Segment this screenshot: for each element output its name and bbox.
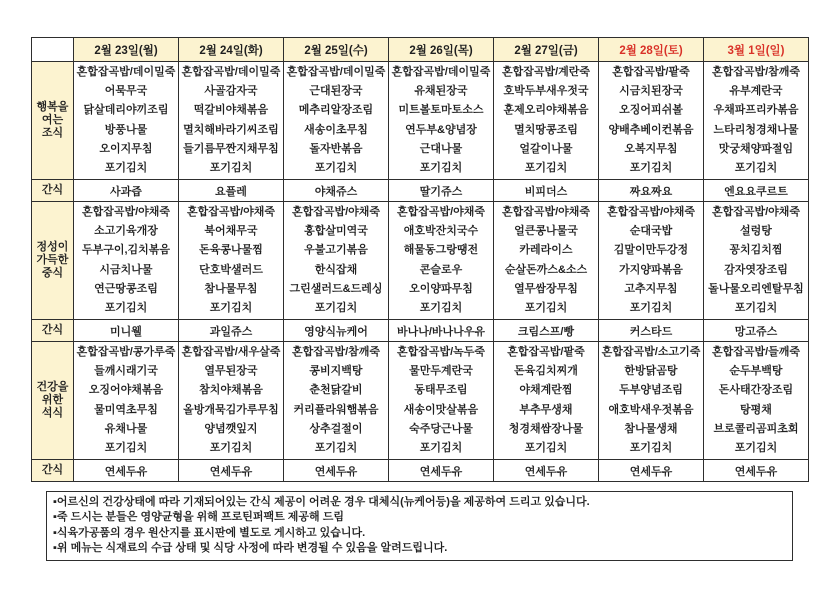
row-label bbox=[32, 342, 74, 460]
menu-item: 포기김치 bbox=[104, 161, 148, 174]
menu-item: 혼합잡곡밥/들깨죽 bbox=[711, 345, 801, 358]
menu-item: 멸치해바라기씨조림 bbox=[183, 123, 279, 136]
menu-item: 연근땅콩조림 bbox=[94, 282, 158, 295]
menu-item: 들기름무짠지채무침 bbox=[183, 142, 279, 155]
menu-item: 감자엿장조림 bbox=[724, 263, 788, 276]
menu-item: 혼합잡곡밥/데이밀죽 bbox=[391, 65, 491, 78]
menu-item: 유부계란국 bbox=[729, 85, 783, 98]
menu-item: 카레라이스 bbox=[519, 244, 573, 257]
meal-cell bbox=[284, 202, 389, 320]
menu-item: 미트볼토마토소스 bbox=[398, 104, 484, 117]
menu-item: 포기김치 bbox=[734, 161, 778, 174]
day-header: 3월 1일(일) bbox=[704, 38, 809, 62]
row-label-line: 조식 bbox=[41, 127, 64, 139]
menu-item: 우채파프리카볶음 bbox=[713, 104, 799, 117]
menu-item: 소고기육개장 bbox=[94, 225, 158, 238]
meal-cell bbox=[179, 342, 284, 460]
row-label bbox=[32, 62, 74, 180]
snack-row bbox=[32, 320, 809, 342]
note-line: ▪어르신의 건강상태에 따라 기재되어있는 간식 제공이 어려운 경우 대체식(뉴케어등)을 제공하여 드리고 있습니다. bbox=[53, 496, 590, 508]
menu-item: 양념깻잎지 bbox=[204, 422, 258, 435]
menu-item: 혼합잡곡밥/녹두죽 bbox=[396, 345, 486, 358]
meal-cell bbox=[74, 202, 179, 320]
snack-cell: 바나나/바나나우유 bbox=[389, 320, 494, 342]
meal-cell bbox=[74, 62, 179, 180]
menu-item: 한방닭곰탕 bbox=[624, 365, 678, 378]
meal-cell bbox=[179, 202, 284, 320]
menu-item: 혼합잡곡밥/팥죽 bbox=[507, 345, 585, 358]
menu-item: 오징어피쉬볼 bbox=[619, 104, 683, 117]
menu-item: 포기김치 bbox=[314, 301, 358, 314]
menu-item: 혼합잡곡밥/소고기죽 bbox=[601, 345, 701, 358]
menu-item: 콩비지백탕 bbox=[309, 365, 363, 378]
menu-item: 순살돈까스&소스 bbox=[504, 263, 588, 276]
menu-item: 춘천닭갈비 bbox=[309, 384, 363, 397]
menu-item: 들깨시래기국 bbox=[94, 365, 158, 378]
menu-item: 순대국밥 bbox=[629, 225, 673, 238]
menu-item: 훈제오리야채볶음 bbox=[503, 104, 589, 117]
menu-item: 방풍나물 bbox=[104, 123, 148, 136]
meal-cell bbox=[179, 62, 284, 180]
snack-cell: 연세두유 bbox=[389, 460, 494, 482]
notes-box bbox=[46, 491, 793, 561]
row-label-line: 간식 bbox=[41, 324, 64, 336]
snack-cell: 연세두유 bbox=[494, 460, 599, 482]
snack-cell: 연세두유 bbox=[284, 460, 389, 482]
menu-item: 숙주당근나물 bbox=[409, 422, 473, 435]
meal-cell bbox=[704, 342, 809, 460]
day-header: 2월 25일(수) bbox=[284, 38, 389, 62]
meal-cell bbox=[599, 342, 704, 460]
note-line: ▪식육가공품의 경우 원산지를 표시판에 별도로 게시하고 있습니다. bbox=[53, 526, 366, 539]
snack-cell: 망고쥬스 bbox=[704, 320, 809, 342]
meal-cell bbox=[389, 62, 494, 180]
menu-item: 포기김치 bbox=[209, 161, 253, 174]
menu-item: 브로콜리곰피초회 bbox=[713, 422, 799, 435]
menu-item: 부추무생채 bbox=[519, 403, 573, 416]
meal-cell bbox=[284, 62, 389, 180]
snack-cell: 과일쥬스 bbox=[179, 320, 284, 342]
row-label-line: 가득한 bbox=[36, 254, 69, 266]
meal-cell bbox=[284, 342, 389, 460]
menu-item: 한식잡채 bbox=[314, 263, 358, 276]
menu-item: 얼큰콩나물국 bbox=[514, 225, 578, 238]
menu-item: 사골감자국 bbox=[204, 85, 258, 98]
menu-item: 참나물생채 bbox=[624, 422, 678, 435]
menu-item: 혼합잡곡밥/새우살죽 bbox=[181, 345, 281, 358]
corner-cell bbox=[32, 38, 74, 62]
snack-cell: 미니웰 bbox=[74, 320, 179, 342]
menu-item: 맛궁채양파절임 bbox=[718, 142, 794, 155]
menu-item: 포기김치 bbox=[209, 441, 253, 454]
menu-item: 혼합잡곡밥/참깨죽 bbox=[711, 65, 801, 78]
snack-cell: 크림스프/빵 bbox=[494, 320, 599, 342]
row-label bbox=[32, 180, 74, 202]
row-label-line: 위한 bbox=[41, 394, 64, 406]
row-label-line: 여는 bbox=[41, 114, 64, 126]
menu-item: 설렁탕 bbox=[740, 225, 772, 238]
row-label bbox=[32, 460, 74, 482]
menu-item: 포기김치 bbox=[419, 301, 463, 314]
snack-cell: 연세두유 bbox=[74, 460, 179, 482]
menu-item: 북어채무국 bbox=[204, 225, 258, 238]
row-label-line: 석식 bbox=[41, 407, 64, 419]
menu-item: 혼합잡곡밥/참깨죽 bbox=[291, 345, 381, 358]
day-header: 2월 23일(월) bbox=[74, 38, 179, 62]
snack-cell: 야채쥬스 bbox=[284, 180, 389, 202]
menu-item: 해물동그랑땡전 bbox=[403, 244, 479, 257]
menu-item: 가지양파볶음 bbox=[619, 263, 683, 276]
menu-item: 포기김치 bbox=[629, 441, 673, 454]
menu-item: 혼합잡곡밥/데이밀죽 bbox=[181, 65, 281, 78]
snack-cell: 비피더스 bbox=[494, 180, 599, 202]
menu-item: 호박두부새우젓국 bbox=[503, 85, 589, 98]
day-header-row bbox=[32, 38, 809, 62]
menu-item: 물만두계란국 bbox=[409, 365, 473, 378]
menu-item: 혼합잡곡밥/데이밀죽 bbox=[76, 65, 176, 78]
row-label bbox=[32, 202, 74, 320]
day-header: 2월 26일(목) bbox=[389, 38, 494, 62]
snack-cell: 커스타드 bbox=[599, 320, 704, 342]
menu-item: 포기김치 bbox=[734, 441, 778, 454]
menu-item: 새송이초무침 bbox=[304, 123, 368, 136]
menu-item: 애호박잔치국수 bbox=[403, 225, 479, 238]
menu-item: 혼합잡곡밥/야채죽 bbox=[606, 205, 696, 218]
menu-item: 탕평채 bbox=[740, 403, 772, 416]
menu-item: 돈육김치찌개 bbox=[514, 365, 578, 378]
menu-item: 청경채쌈장나물 bbox=[508, 422, 584, 435]
menu-item: 포기김치 bbox=[314, 441, 358, 454]
meal-cell bbox=[704, 62, 809, 180]
menu-item: 시금치된장국 bbox=[619, 85, 683, 98]
menu-table-head bbox=[32, 38, 809, 62]
row-label-line: 행복을 bbox=[36, 101, 69, 113]
menu-item: 콘슬로우 bbox=[419, 263, 463, 276]
menu-item: 혼합잡곡밥/콩가루죽 bbox=[76, 345, 176, 358]
menu-item: 혼합잡곡밥/야채죽 bbox=[186, 205, 276, 218]
row-label-line: 간식 bbox=[41, 184, 64, 196]
menu-item: 고추지무침 bbox=[624, 282, 678, 295]
menu-item: 애호박새우젓볶음 bbox=[608, 403, 694, 416]
menu-item: 열무된장국 bbox=[204, 365, 258, 378]
meal-cell bbox=[599, 202, 704, 320]
row-label bbox=[32, 320, 74, 342]
menu-item: 포기김치 bbox=[524, 161, 568, 174]
menu-item: 포기김치 bbox=[314, 161, 358, 174]
snack-row bbox=[32, 180, 809, 202]
snack-cell: 엔요요쿠르트 bbox=[704, 180, 809, 202]
menu-item: 커리플라워햄볶음 bbox=[293, 403, 379, 416]
menu-item: 포기김치 bbox=[734, 301, 778, 314]
meal-cell bbox=[704, 202, 809, 320]
menu-item: 혼합잡곡밥/야채죽 bbox=[81, 205, 171, 218]
menu-item: 돌자반볶음 bbox=[309, 142, 363, 155]
menu-item: 어묵무국 bbox=[104, 85, 148, 98]
menu-item: 포기김치 bbox=[524, 301, 568, 314]
menu-item: 근대나물 bbox=[419, 142, 463, 155]
menu-item: 열무쌈장무침 bbox=[514, 282, 578, 295]
menu-item: 야채계란찜 bbox=[519, 384, 573, 397]
menu-item: 혼합잡곡밥/야채죽 bbox=[501, 205, 591, 218]
menu-item: 오복지무침 bbox=[624, 142, 678, 155]
menu-item: 돈사태간장조림 bbox=[718, 384, 794, 397]
day-header: 2월 24일(화) bbox=[179, 38, 284, 62]
snack-cell: 사과즙 bbox=[74, 180, 179, 202]
menu-item: 참치야채볶음 bbox=[199, 384, 263, 397]
menu-item: 포기김치 bbox=[104, 301, 148, 314]
menu-item: 혼합잡곡밥/야채죽 bbox=[396, 205, 486, 218]
meal-cell bbox=[74, 342, 179, 460]
menu-item: 오이양파무침 bbox=[409, 282, 473, 295]
menu-item: 돈육콩나물찜 bbox=[199, 244, 263, 257]
menu-item: 떡갈비야채볶음 bbox=[193, 104, 269, 117]
meal-cell bbox=[389, 202, 494, 320]
snack-cell: 연세두유 bbox=[704, 460, 809, 482]
menu-item: 포기김치 bbox=[104, 441, 148, 454]
menu-item: 두부양념조림 bbox=[619, 384, 683, 397]
menu-item: 메추리알장조림 bbox=[298, 104, 374, 117]
snack-row bbox=[32, 460, 809, 482]
menu-item: 김말이만두강정 bbox=[613, 244, 689, 257]
menu-item: 혼합잡곡밥/계란죽 bbox=[501, 65, 591, 78]
menu-item: 혼합잡곡밥/야채죽 bbox=[291, 205, 381, 218]
snack-cell: 연세두유 bbox=[179, 460, 284, 482]
menu-item: 연두부&양념장 bbox=[405, 123, 477, 136]
snack-cell: 영양식뉴케어 bbox=[284, 320, 389, 342]
row-label-line: 간식 bbox=[41, 464, 64, 476]
menu-item: 오징어야채볶음 bbox=[88, 384, 164, 397]
day-header: 2월 27일(금) bbox=[494, 38, 599, 62]
snack-cell: 연세두유 bbox=[599, 460, 704, 482]
note-line: ▪위 메뉴는 식재료의 수급 상태 및 식당 사정에 따라 변경될 수 있음을 알려드립니다. bbox=[53, 541, 448, 554]
menu-item: 올방개묵김가루무침 bbox=[183, 403, 279, 416]
snack-cell: 딸기쥬스 bbox=[389, 180, 494, 202]
menu-item: 포기김치 bbox=[419, 441, 463, 454]
meal-cell bbox=[599, 62, 704, 180]
menu-item: 유채나물 bbox=[104, 422, 148, 435]
menu-item: 시금치나물 bbox=[99, 263, 153, 276]
meal-row bbox=[32, 202, 809, 320]
menu-item: 혼합잡곡밥/팥죽 bbox=[612, 65, 690, 78]
menu-item: 닭살데리야끼조림 bbox=[83, 104, 169, 117]
menu-item: 동태무조림 bbox=[414, 384, 468, 397]
menu-item: 포기김치 bbox=[419, 161, 463, 174]
menu-item: 오이지무침 bbox=[99, 142, 153, 155]
meal-cell bbox=[389, 342, 494, 460]
row-label-line: 중식 bbox=[41, 267, 64, 279]
meal-cell bbox=[494, 62, 599, 180]
snack-cell: 요플레 bbox=[179, 180, 284, 202]
menu-item: 포기김치 bbox=[629, 161, 673, 174]
meal-row bbox=[32, 62, 809, 180]
row-label-line: 건강을 bbox=[36, 381, 69, 393]
menu-item: 돌나물오리엔탈무침 bbox=[708, 282, 804, 295]
menu-table bbox=[31, 37, 809, 482]
meal-cell bbox=[494, 342, 599, 460]
menu-item: 포기김치 bbox=[629, 301, 673, 314]
menu-item: 유채된장국 bbox=[414, 85, 468, 98]
menu-item: 순두부백탕 bbox=[729, 365, 783, 378]
menu-item: 양배추베이컨볶음 bbox=[608, 123, 694, 136]
menu-item: 상추걸절이 bbox=[309, 422, 363, 435]
meal-row bbox=[32, 342, 809, 460]
snack-cell: 짜요짜요 bbox=[599, 180, 704, 202]
menu-item: 포기김치 bbox=[209, 301, 253, 314]
day-header: 2월 28일(토) bbox=[599, 38, 704, 62]
menu-item: 두부구이,김치볶음 bbox=[81, 244, 171, 257]
menu-item: 물미역초무침 bbox=[94, 403, 158, 416]
menu-item: 혼합잡곡밥/야채죽 bbox=[711, 205, 801, 218]
menu-item: 홍합살미역국 bbox=[304, 225, 368, 238]
note-line: ▪죽 드시는 분들은 영양균형을 위해 프로틴퍼팩트 제공해 드림 bbox=[53, 511, 344, 524]
menu-item: 그린샐러드&드레싱 bbox=[289, 282, 383, 295]
menu-item: 멸치땅콩조림 bbox=[514, 123, 578, 136]
menu-table-body bbox=[32, 62, 809, 482]
menu-item: 참나물무침 bbox=[204, 282, 258, 295]
menu-item: 느타리청경채나물 bbox=[713, 123, 799, 136]
menu-item: 단호박샐러드 bbox=[199, 263, 263, 276]
menu-item: 새송이맛살볶음 bbox=[403, 403, 479, 416]
menu-item: 혼합잡곡밥/데이밀죽 bbox=[286, 65, 386, 78]
meal-cell bbox=[494, 202, 599, 320]
menu-item: 포기김치 bbox=[524, 441, 568, 454]
menu-item: 얼갈이나물 bbox=[519, 142, 573, 155]
row-label-line: 정성이 bbox=[36, 241, 69, 253]
menu-item: 근대된장국 bbox=[309, 85, 363, 98]
menu-item: 우불고기볶음 bbox=[304, 244, 368, 257]
menu-item: 꽁치김치찜 bbox=[729, 244, 783, 257]
